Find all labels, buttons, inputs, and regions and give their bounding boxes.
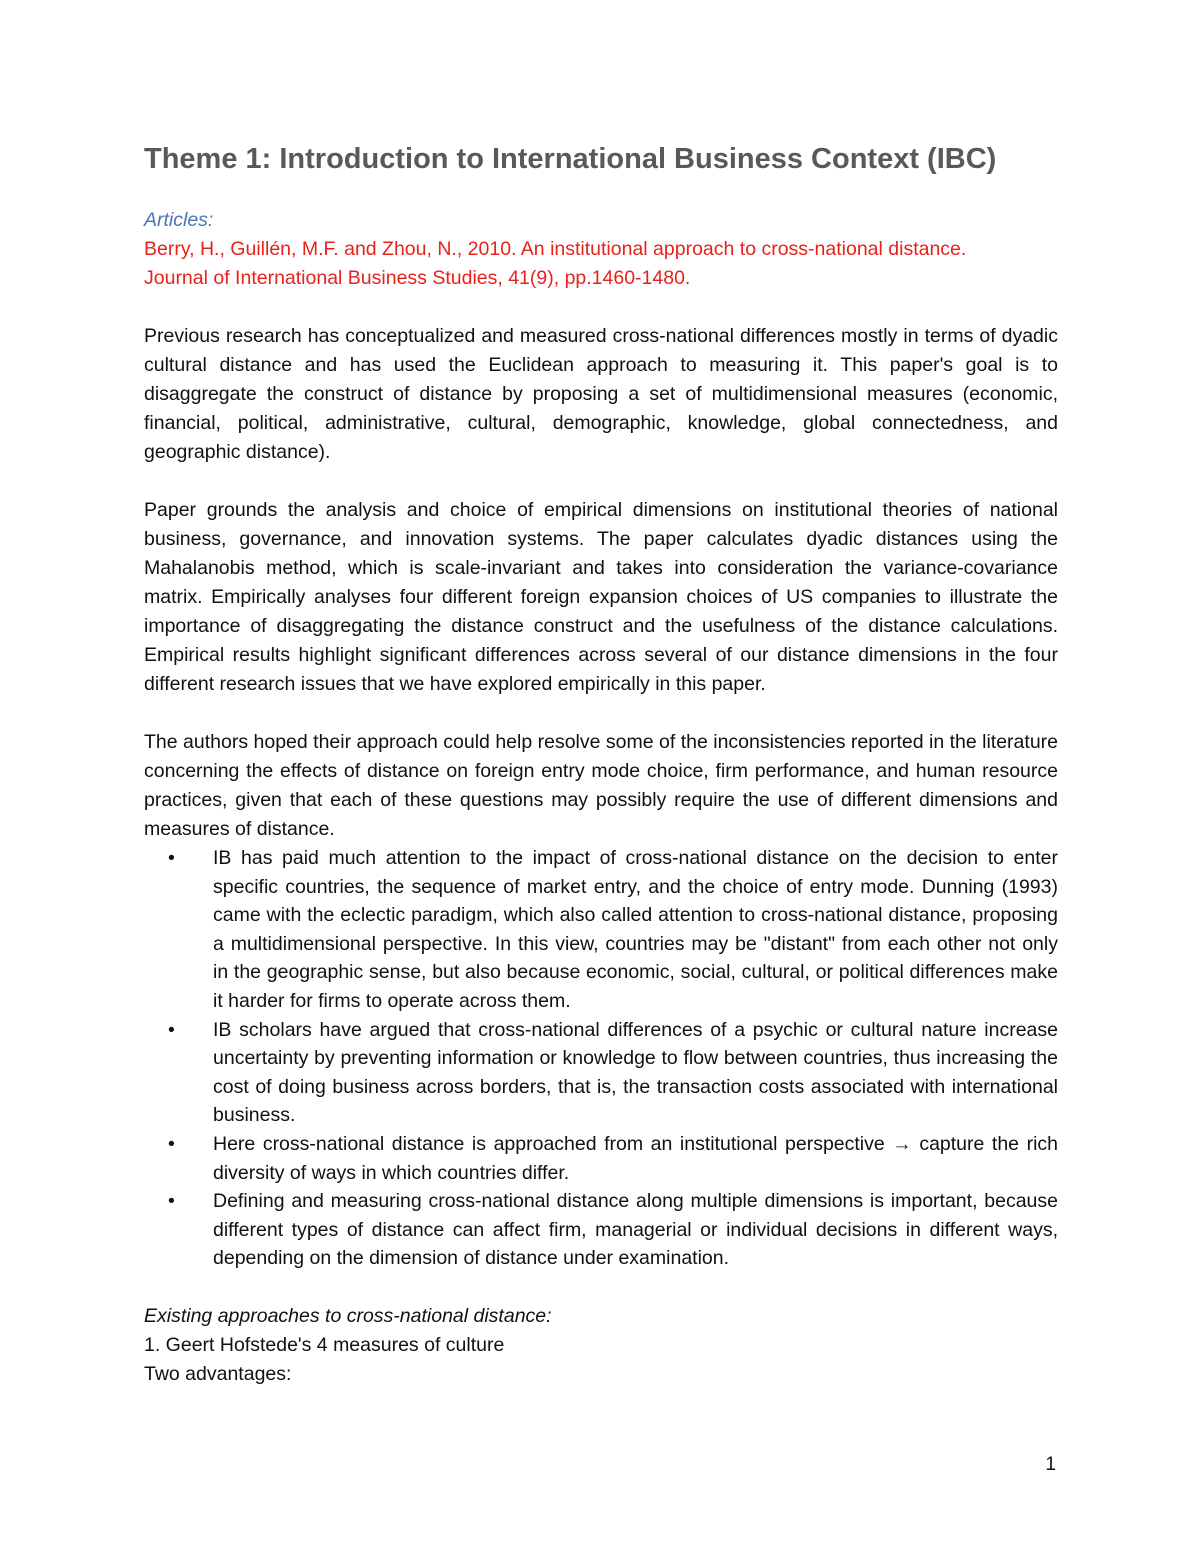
list-item [168, 844, 1058, 1016]
articles-label: Articles: [144, 209, 214, 231]
article-citation [144, 235, 1058, 293]
numbered-item-hofstede: 1. Geert Hofstede's 4 measures of culture [144, 1333, 505, 1356]
bullet-text: Here cross-national distance is approached from an institutional perspective → capture the rich diversity of ways in which countries differ. [213, 1132, 1058, 1184]
section-subheading: Existing approaches to cross-national distance: [144, 1304, 552, 1327]
paragraph-analysis: Paper grounds the analysis and choice of empirical dimensions on institutional theories of national business, governance, and innovation systems. The paper calculates dyadic distances using the Mahalanobis method, which is scale-invariant and takes into consideration the variance-covariance matrix. Empirically analyses four different foreign expansion choices of US companies to illustrate the importance of disaggregating the distance construct and the usefulness of the distance calculations. Empirical results highlight significant differences across several of our distance dimensions in the four different research issues that we have explored empirically in this paper. [144, 499, 1058, 695]
citation-line-1: Berry, H., Guillén, M.F. and Zhou, N., 2010. An institutional approach to cross-national distance. [144, 238, 967, 260]
bullet-list [144, 844, 1058, 1273]
list-item [168, 1016, 1058, 1130]
document-title: Theme 1: Introduction to International Business Context (IBC) [144, 143, 997, 175]
spacer [144, 699, 1058, 728]
list-item [168, 1187, 1058, 1273]
paragraph-previous-research: Previous research has conceptualized and measured cross-national differences mostly in terms of dyadic cultural distance and has used the Euclidean approach to measuring it. This paper's goal is to disaggregate the construct of distance by proposing a set of multidimensional measures (economic, financial, political, administrative, cultural, demographic, knowledge, global connectedness, and geographic distance). [144, 325, 1058, 463]
two-advantages-label: Two advantages: [144, 1362, 292, 1385]
paragraph-authors-hoped: The authors hoped their approach could help resolve some of the inconsistencies reported in the literature concerning the effects of distance on foreign entry mode choice, firm performance, and human resource practices, given that each of these questions may possibly require the use of different dimensions and measures of distance. [144, 731, 1058, 840]
citation-line-2: Journal of International Business Studies, 41(9), pp.1460-1480. [144, 267, 691, 289]
bullet-text: IB scholars have argued that cross-national differences of a psychic or cultural nature increase uncertainty by preventing information or knowledge to flow between countries, thus increasing the cost of doing business across borders, that is, the transaction costs associated with international business. [213, 1018, 1058, 1127]
spacer [144, 467, 1058, 496]
spacer [144, 1273, 1058, 1302]
document-page [144, 136, 1058, 1389]
bullet-text: Defining and measuring cross-national distance along multiple dimensions is important, because different types of distance can affect firm, managerial or individual decisions in different ways, depending on the dimension of distance under examination. [213, 1190, 1058, 1270]
spacer [144, 293, 1058, 322]
bullet-icon: • [168, 1018, 175, 1041]
bullet-icon: • [168, 1190, 175, 1213]
list-item [168, 1130, 1058, 1187]
bullet-text: IB has paid much attention to the impact of cross-national distance on the decision to enter specific countries, the sequence of market entry, and the choice of entry mode. Dunning (1993) came with the eclectic paradigm, which also called attention to cross-national distance, proposing a multidimensional perspective. In this view, countries may be "distant" from each other not only in the geographic sense, but also because economic, social, cultural, or political differences make it harder for firms to operate across them. [213, 847, 1058, 1012]
bullet-icon: • [168, 1132, 175, 1155]
page-number: 1 [1045, 1454, 1056, 1475]
bullet-icon: • [168, 847, 175, 869]
